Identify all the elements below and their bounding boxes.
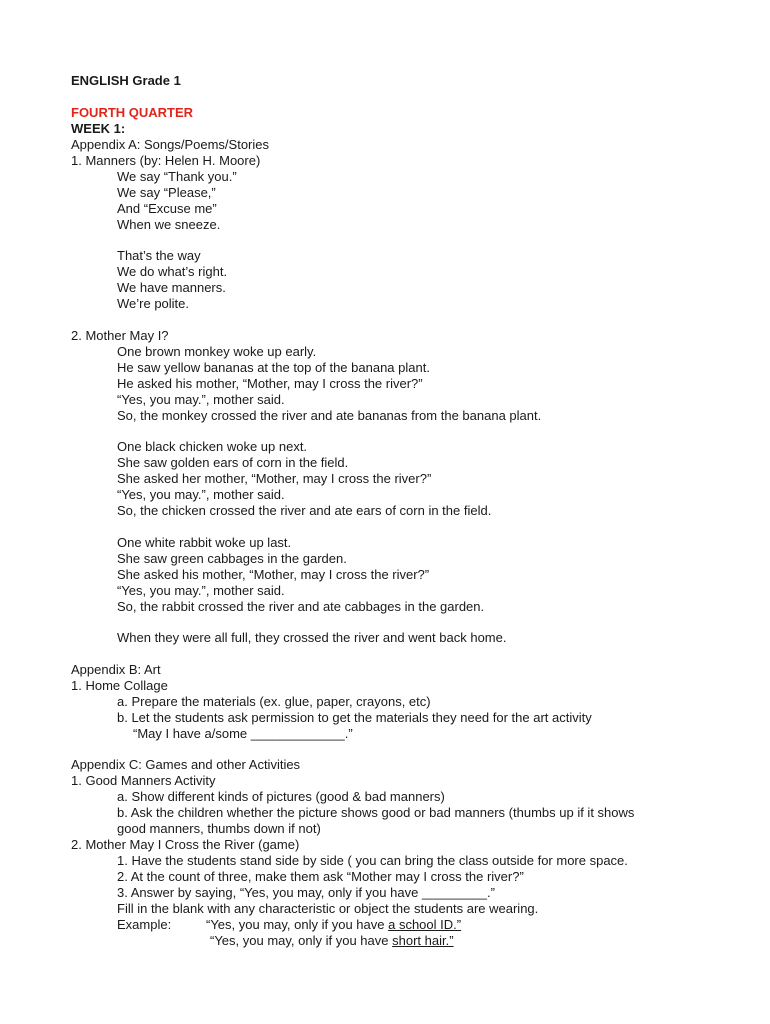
collage-step-a: a. Prepare the materials (ex. glue, paper, crayons, etc) — [117, 694, 431, 709]
story-line: So, the monkey crossed the river and ate bananas from the banana plant. — [117, 408, 542, 423]
poem-line: That’s the way — [117, 248, 201, 263]
poem-line: We say “Thank you.” — [117, 169, 237, 184]
story-line: So, the chicken crossed the river and ate ears of corn in the field. — [117, 503, 492, 518]
game-title: 2. Mother May I Cross the River (game) — [71, 837, 300, 852]
story-line: “Yes, you may.”, mother said. — [117, 392, 285, 407]
fill-note: Fill in the blank with any characteristic or object the students are wearing. — [117, 901, 539, 916]
week-heading: WEEK 1: — [71, 121, 126, 136]
collage-title: 1. Home Collage — [71, 678, 168, 693]
example-2-prefix: “Yes, you may, only if you have — [210, 933, 393, 948]
game-step-1: 1. Have the students stand side by side ( you can bring the class outside for more space. — [117, 853, 628, 868]
story-line: She asked his mother, “Mother, may I cross the river?” — [117, 567, 430, 582]
course-title: ENGLISH Grade 1 — [71, 73, 181, 88]
poem-title: 1. Manners (by: Helen H. Moore) — [71, 153, 261, 168]
example-label: Example: — [117, 917, 172, 932]
story-line: She asked her mother, “Mother, may I cross the river?” — [117, 471, 432, 486]
story-title: 2. Mother May I? — [71, 328, 169, 343]
poem-line: When we sneeze. — [117, 217, 221, 232]
example-2-answer: short hair.” — [392, 933, 454, 948]
quarter-heading: FOURTH QUARTER — [71, 105, 194, 120]
story-line: So, the rabbit crossed the river and ate cabbages in the garden. — [117, 599, 485, 614]
story-line: One brown monkey woke up early. — [117, 344, 317, 359]
story-line: “Yes, you may.”, mother said. — [117, 583, 285, 598]
collage-step-b: b. Let the students ask permission to get the materials they need for the art activity — [117, 710, 592, 725]
poem-line: And “Excuse me” — [117, 201, 217, 216]
example-1 — [206, 917, 461, 933]
manners-step-b-cont: good manners, thumbs down if not) — [117, 821, 321, 836]
manners-step-b: b. Ask the children whether the picture shows good or bad manners (thumbs up if it shows — [117, 805, 635, 820]
game-step-2: 2. At the count of three, make them ask “Mother may I cross the river?” — [117, 869, 524, 884]
story-ending: When they were all full, they crossed the river and went back home. — [117, 630, 507, 645]
example-1-prefix: “Yes, you may, only if you have — [206, 917, 389, 932]
manners-step-a: a. Show different kinds of pictures (good & bad manners) — [117, 789, 445, 804]
manners-activity-title: 1. Good Manners Activity — [71, 773, 216, 788]
appendix-b-heading: Appendix B: Art — [71, 662, 161, 677]
poem-line: We say “Please,” — [117, 185, 216, 200]
example-1-answer: a school ID.” — [388, 917, 462, 932]
story-line: He saw yellow bananas at the top of the banana plant. — [117, 360, 430, 375]
poem-line: We have manners. — [117, 280, 226, 295]
example-2 — [210, 933, 454, 949]
story-line: One white rabbit woke up last. — [117, 535, 292, 550]
game-step-3: 3. Answer by saying, “Yes, you may, only if you have _________.” — [117, 885, 495, 900]
poem-line: We do what’s right. — [117, 264, 228, 279]
story-line: She saw green cabbages in the garden. — [117, 551, 347, 566]
collage-quote: “May I have a/some _____________.” — [133, 726, 353, 741]
story-line: “Yes, you may.”, mother said. — [117, 487, 285, 502]
poem-line: We’re polite. — [117, 296, 190, 311]
story-line: She saw golden ears of corn in the field. — [117, 455, 349, 470]
appendix-c-heading: Appendix C: Games and other Activities — [71, 757, 301, 772]
story-line: He asked his mother, “Mother, may I cross the river?” — [117, 376, 423, 391]
appendix-a-heading: Appendix A: Songs/Poems/Stories — [71, 137, 270, 152]
story-line: One black chicken woke up next. — [117, 439, 308, 454]
